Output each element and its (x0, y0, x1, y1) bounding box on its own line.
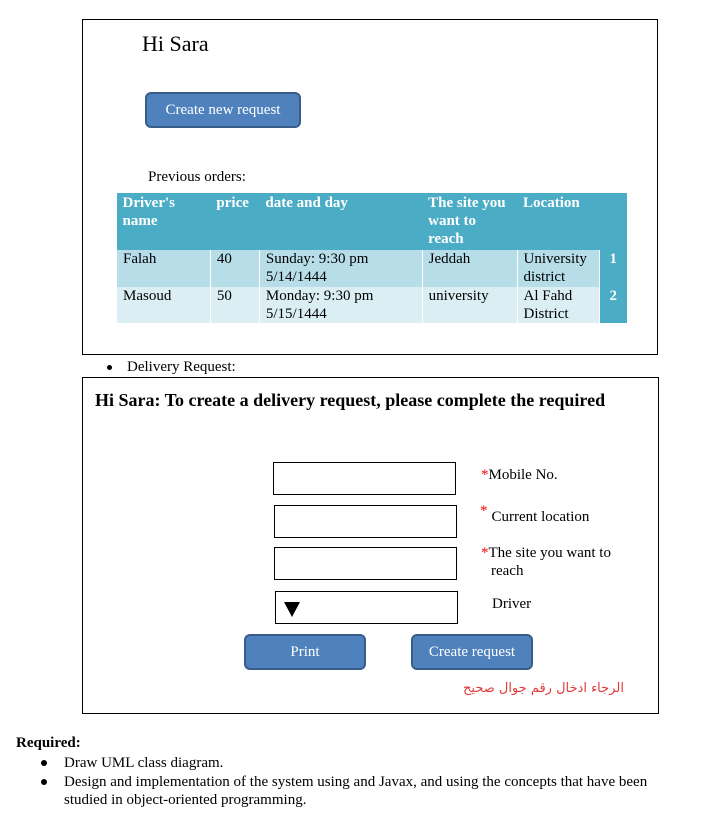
cell-date: Monday: 9:30 pm 5/15/1444 (259, 287, 422, 323)
header-driver-name: Driver's name (117, 193, 211, 250)
requirements-title: Required: (16, 735, 81, 751)
print-button[interactable]: Print (244, 634, 366, 670)
header-location: Location (517, 193, 599, 250)
table-row[interactable] (117, 250, 628, 287)
bullet-dot (107, 365, 112, 370)
table-row[interactable] (117, 287, 628, 323)
cell-driver: Falah (117, 250, 211, 287)
required-mark: * (480, 503, 488, 519)
create-request-button[interactable]: Create request (411, 634, 533, 670)
previous-orders-label: Previous orders: (148, 169, 246, 185)
header-price: price (210, 193, 259, 250)
required-mark: * (481, 467, 489, 483)
delivery-request-caption: Delivery Request: (127, 359, 236, 375)
destination-site-label (481, 544, 641, 580)
cell-site: Jeddah (422, 250, 517, 287)
validation-error-message: الرجاء ادخال رقم جوال صحيح (463, 681, 624, 696)
driver-select[interactable] (275, 591, 458, 624)
destination-site-input[interactable] (274, 547, 457, 580)
cell-site: university (422, 287, 517, 323)
cell-number: 2 (599, 287, 627, 323)
create-new-request-button[interactable]: Create new request (145, 92, 301, 128)
cell-number: 1 (599, 250, 627, 287)
list-item: Draw UML class diagram. (0, 754, 690, 772)
destination-site-label-line2: reach (491, 563, 524, 579)
current-location-label-text: Current location (491, 509, 590, 525)
required-mark: * (481, 545, 489, 561)
cell-driver: Masoud (117, 287, 211, 323)
list-item: Design and implementation of the system using and Javax, and using the concepts that have been studied in object-oriented programming. (0, 773, 690, 809)
delivery-request-bullet (107, 359, 236, 376)
dashboard-greeting: Hi Sara (142, 31, 209, 56)
header-date: date and day (259, 193, 422, 250)
delivery-heading: Hi Sara: To create a delivery request, please complete the required (95, 390, 606, 410)
driver-label: Driver (492, 596, 532, 612)
current-location-input[interactable] (274, 505, 457, 538)
cell-location: University district (517, 250, 599, 287)
cell-location: Al Fahd District (517, 287, 599, 323)
cell-price: 50 (210, 287, 259, 323)
dropdown-arrow-icon (284, 602, 300, 617)
mobile-label-text: Mobile No. (488, 467, 558, 483)
destination-site-label-line1: The site you want to (488, 545, 611, 561)
header-site: The site you want to reach (422, 193, 517, 250)
mobile-input[interactable] (273, 462, 456, 495)
header-number (599, 193, 627, 250)
cell-date: Sunday: 9:30 pm 5/14/1444 (259, 250, 422, 287)
mobile-label (481, 466, 558, 484)
previous-orders-table (116, 193, 627, 323)
table-header-row (117, 193, 628, 250)
current-location-label (480, 503, 590, 526)
cell-price: 40 (210, 250, 259, 287)
requirements-list (0, 754, 690, 810)
